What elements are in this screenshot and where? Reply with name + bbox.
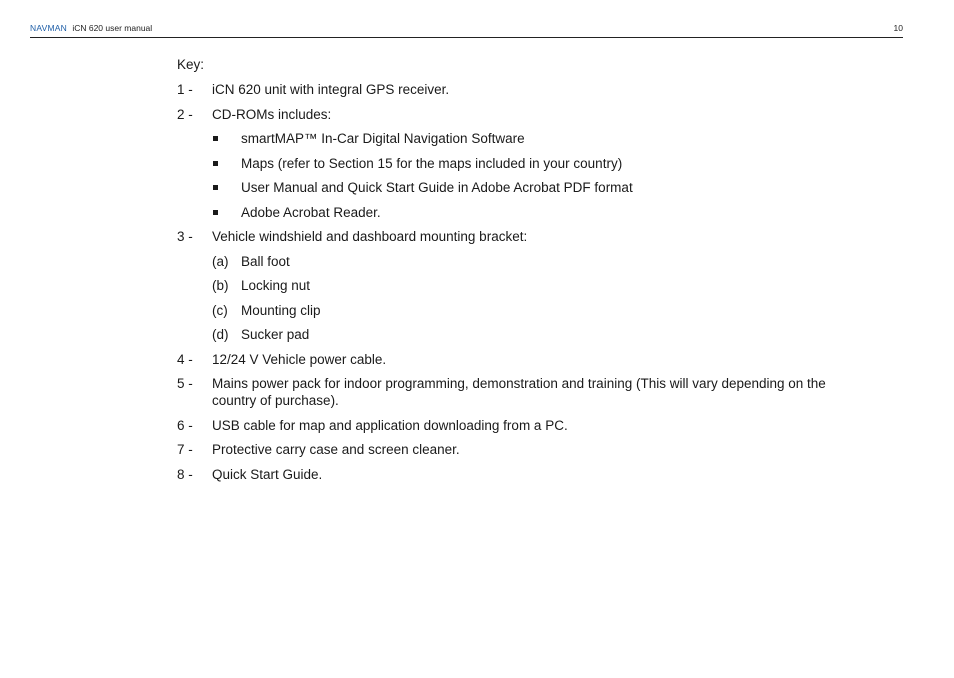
key-label: Key: bbox=[177, 57, 205, 72]
list-item bbox=[177, 466, 857, 483]
item-text: Quick Start Guide. bbox=[212, 466, 323, 482]
lettered-text: Sucker pad bbox=[241, 327, 310, 342]
list-item bbox=[177, 106, 857, 123]
item-number: 7 - bbox=[177, 442, 193, 457]
lettered-item bbox=[177, 277, 857, 294]
lettered-item bbox=[177, 253, 857, 270]
bullet-item bbox=[177, 155, 857, 172]
item-number: 5 - bbox=[177, 376, 193, 391]
letter-marker: (d) bbox=[212, 327, 229, 342]
item-text: Mains power pack for indoor programming, demonstration and training (This will vary depending on the country of purchase). bbox=[212, 376, 826, 408]
bullet-item bbox=[177, 179, 857, 196]
letter-marker: (b) bbox=[212, 278, 229, 293]
item-number: 3 - bbox=[177, 229, 193, 244]
list-item bbox=[177, 228, 857, 245]
square-bullet-icon bbox=[213, 161, 218, 166]
item-text: USB cable for map and application downloading from a PC. bbox=[212, 417, 568, 433]
list-item bbox=[177, 81, 857, 98]
item-text: Protective carry case and screen cleaner. bbox=[212, 442, 460, 457]
square-bullet-icon bbox=[213, 136, 218, 141]
item-text: Vehicle windshield and dashboard mounting bracket: bbox=[212, 229, 528, 244]
list-item bbox=[177, 351, 857, 368]
list-item bbox=[177, 375, 857, 409]
bullet-text: User Manual and Quick Start Guide in Adobe Acrobat PDF format bbox=[241, 180, 633, 195]
lettered-item bbox=[177, 302, 857, 319]
lettered-text: Locking nut bbox=[241, 278, 311, 293]
bullet-text: Maps (refer to Section 15 for the maps included in your country) bbox=[241, 155, 623, 171]
item-text: iCN 620 unit with integral GPS receiver. bbox=[212, 82, 450, 97]
letter-marker: (a) bbox=[212, 253, 229, 269]
item-number: 2 - bbox=[177, 106, 193, 122]
brand-name: NAVMAN bbox=[30, 23, 67, 33]
item-number: 8 - bbox=[177, 466, 193, 482]
bullet-item bbox=[177, 204, 857, 221]
square-bullet-icon bbox=[213, 210, 218, 215]
list-item bbox=[177, 441, 857, 458]
item-text: CD-ROMs includes: bbox=[212, 106, 332, 122]
page-header bbox=[30, 22, 903, 38]
lettered-text: Mounting clip bbox=[241, 302, 321, 318]
item-number: 1 - bbox=[177, 82, 193, 97]
bullet-text: smartMAP™ In-Car Digital Navigation Software bbox=[241, 131, 525, 146]
lettered-text: Ball foot bbox=[241, 253, 290, 269]
letter-marker: (c) bbox=[212, 302, 228, 318]
item-text: 12/24 V Vehicle power cable. bbox=[212, 351, 387, 367]
item-number: 6 - bbox=[177, 417, 193, 433]
item-number: 4 - bbox=[177, 351, 193, 367]
list-item bbox=[177, 417, 857, 434]
lettered-item bbox=[177, 326, 857, 343]
document-title: iCN 620 user manual bbox=[72, 23, 153, 33]
bullet-text: Adobe Acrobat Reader. bbox=[241, 204, 381, 220]
square-bullet-icon bbox=[213, 185, 218, 190]
key-list bbox=[177, 56, 857, 490]
bullet-item bbox=[177, 130, 857, 147]
page-number: 10 bbox=[893, 23, 903, 33]
